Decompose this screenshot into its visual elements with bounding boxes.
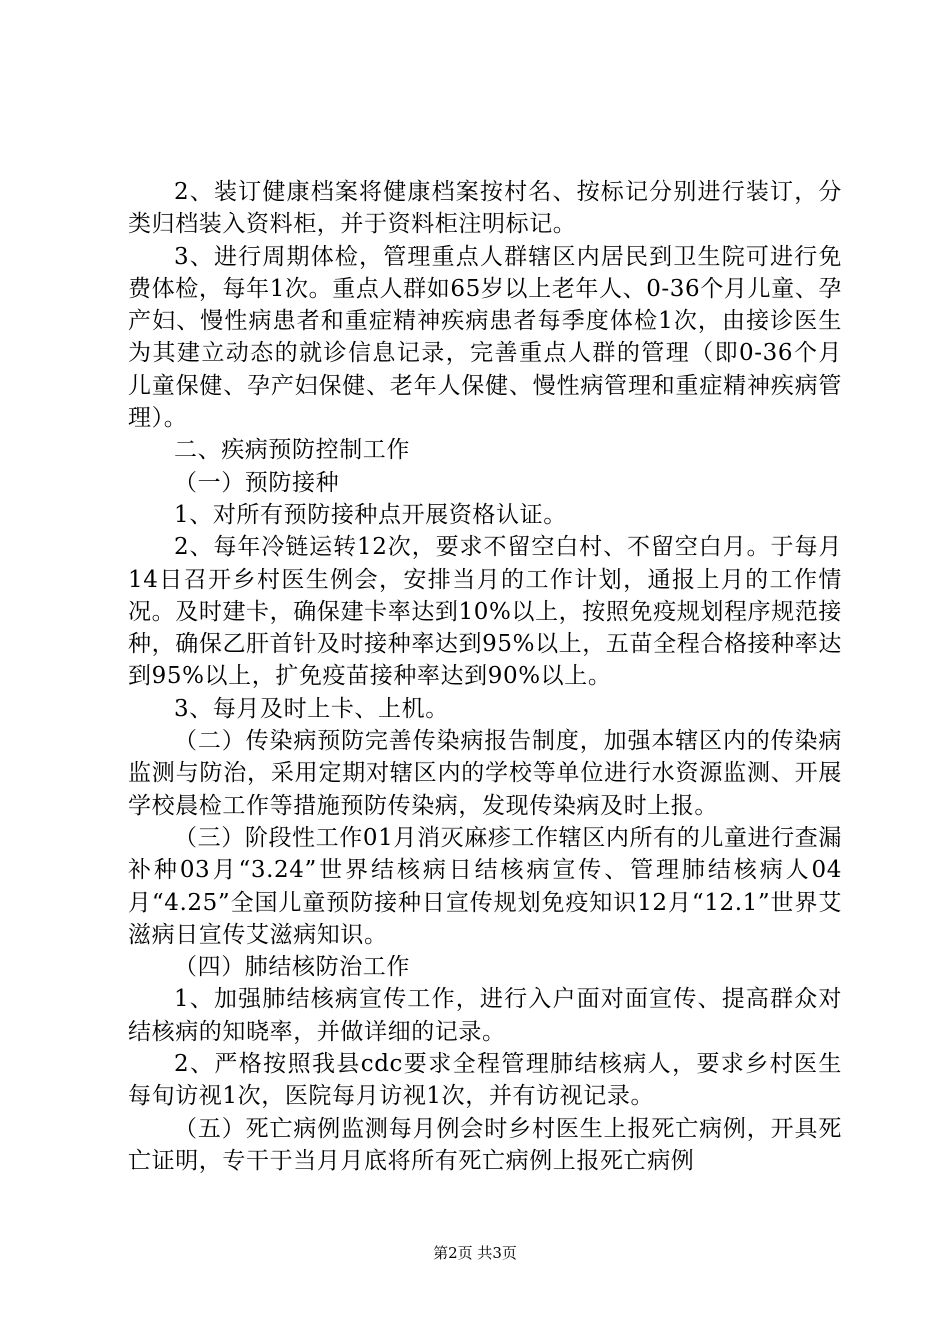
paragraph-tb-management: 2、严格按照我县cdc要求全程管理肺结核病人，要求乡村医生每旬访视1次，医院每月访视1次，并有访视记录。 [128, 1051, 842, 1110]
paragraph-tb-publicity: 1、加强肺结核病宣传工作，进行入户面对面宣传、提高群众对结核病的知晓率，并做详细的记录。 [128, 986, 842, 1045]
paragraph-stage-work: （三）阶段性工作01月消灭麻疹工作辖区内所有的儿童进行查漏补种03月“3.24”世界结核病日结核病宣传、管理肺结核病人04月“4.25”全国儿童预防接种日宣传规划免疫知识12月“12.1”世界艾滋病日宣传艾滋病知识。 [128, 824, 842, 948]
heading-tuberculosis: （四）肺结核防治工作 [174, 954, 410, 981]
paragraph-archive-binding: 2、装订健康档案将健康档案按村名、按标记分别进行装订，分类归档装入资料柜，并于资料柜注明标记。 [128, 179, 842, 238]
paragraph-death-monitoring: （五）死亡病例监测每月例会时乡村医生上报死亡病例，开具死亡证明，专干于当月月底将所有死亡病例上报死亡病例 [128, 1115, 842, 1174]
paragraph-infectious-disease: （二）传染病预防完善传染病报告制度，加强本辖区内的传染病监测与防治，采用定期对辖区内的学校等单位进行水资源监测、开展学校晨检工作等措施预防传染病，发现传染病及时上报。 [128, 728, 842, 819]
heading-vaccination: （一）预防接种 [174, 469, 340, 496]
heading-disease-prevention: 二、疾病预防控制工作 [174, 437, 410, 464]
paragraph-qualification: 1、对所有预防接种点开展资格认证。 [174, 501, 567, 528]
document-body [128, 176, 842, 1177]
paragraph-card-entry: 3、每月及时上卡、上机。 [174, 695, 449, 722]
paragraph-periodic-checkup: 3、进行周期体检，管理重点人群辖区内居民到卫生院可进行免费体检，每年1次。重点人群如65岁以上老年人、0-36个月儿童、孕产妇、慢性病患者和重症精神疾病患者每季度体检1次，由接诊医生为其建立动态的就诊信息记录，完善重点人群的管理（即0-36个月儿童保健、孕产妇保健、老年人保健、慢性病管理和重症精神疾病管理）。 [128, 243, 842, 432]
page-footer: 第2页 共3页 [433, 1244, 517, 1262]
paragraph-cold-chain: 2、每年冷链运转12次，要求不留空白村、不留空白月。于每月14日召开乡村医生例会，安排当月的工作计划，通报上月的工作情况。及时建卡，确保建卡率达到10%以上，按照免疫规划程序规范接种，确保乙肝首针及时接种率达到95%以上，五苗全程合格接种率达到95%以上，扩免疫苗接种率达到90%以上。 [128, 534, 842, 690]
